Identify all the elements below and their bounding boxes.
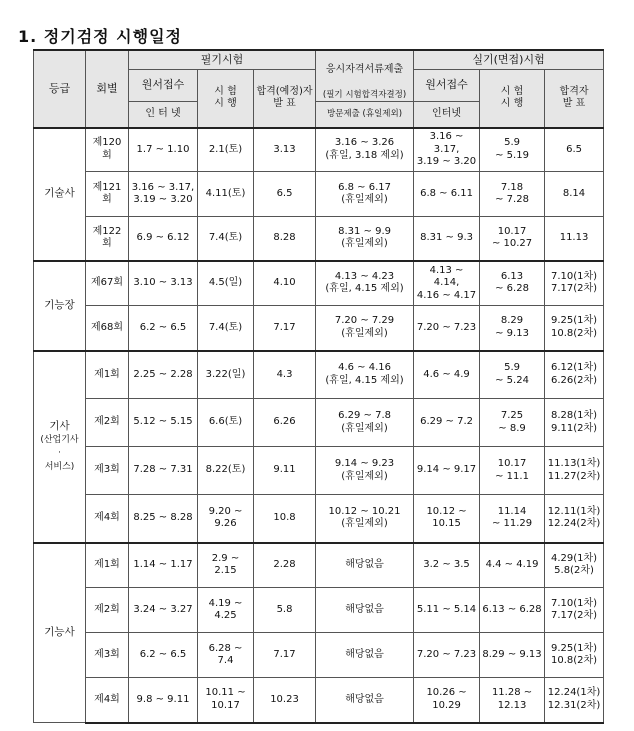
written-exam-cell: 3.22(일) — [198, 351, 254, 399]
practical-exam-cell: 8.29 ~ 9.13 — [480, 306, 545, 351]
practical-pass-cell: 11.13(1차) 11.27(2차) — [545, 447, 604, 495]
practical-pass-cell: 8.14 — [545, 172, 604, 217]
table-row — [34, 172, 604, 217]
table-row — [34, 678, 604, 723]
header-exam-practical: 시 험 시 행 — [480, 69, 545, 128]
docs-cell: 10.12 ~ 10.21 (휴일제외) — [316, 495, 414, 543]
practical-app-cell: 10.26 ~ 10.29 — [414, 678, 480, 723]
written-exam-cell: 4.19 ~ 4.25 — [198, 588, 254, 633]
practical-app-cell: 8.31 ~ 9.3 — [414, 217, 480, 261]
practical-exam-cell: 7.25 ~ 8.9 — [480, 399, 545, 447]
schedule-table — [33, 49, 604, 724]
round-cell: 제67회 — [86, 261, 129, 306]
written-pass-cell: 7.17 — [254, 306, 316, 351]
round-cell: 제4회 — [86, 495, 129, 543]
docs-cell: 4.6 ~ 4.16 (휴일, 4.15 제외) — [316, 351, 414, 399]
round-cell: 제120회 — [86, 128, 129, 172]
header-internet-practical: 인터넷 — [414, 102, 480, 128]
grade-label: 기능사 — [44, 626, 75, 639]
written-pass-cell: 6.26 — [254, 399, 316, 447]
table-row — [34, 351, 604, 399]
round-cell: 제3회 — [86, 633, 129, 678]
grade-cell — [34, 351, 86, 543]
written-pass-cell: 2.28 — [254, 543, 316, 588]
grade-cell — [34, 261, 86, 351]
table-row — [34, 588, 604, 633]
round-cell: 제2회 — [86, 399, 129, 447]
table-row — [34, 543, 604, 588]
docs-cell: 9.14 ~ 9.23 (휴일제외) — [316, 447, 414, 495]
written-app-cell: 1.14 ~ 1.17 — [129, 543, 198, 588]
practical-app-cell: 4.6 ~ 4.9 — [414, 351, 480, 399]
written-exam-cell: 7.4(토) — [198, 217, 254, 261]
written-pass-cell: 8.28 — [254, 217, 316, 261]
written-app-cell: 3.10 ~ 3.13 — [129, 261, 198, 306]
header-docs-title: 응시자격서류제출 — [325, 63, 404, 75]
round-cell: 제3회 — [86, 447, 129, 495]
grade-cell — [34, 543, 86, 723]
practical-pass-cell: 6.12(1차) 6.26(2차) — [545, 351, 604, 399]
written-pass-cell: 5.8 — [254, 588, 316, 633]
header-docs — [316, 50, 414, 102]
header-round: 회별 — [86, 50, 129, 128]
practical-app-cell: 7.20 ~ 7.23 — [414, 306, 480, 351]
written-pass-cell: 9.11 — [254, 447, 316, 495]
practical-app-cell: 6.29 ~ 7.2 — [414, 399, 480, 447]
written-exam-cell: 9.20 ~ 9.26 — [198, 495, 254, 543]
header-app-written: 원서접수 — [129, 69, 198, 102]
grade-label: 기사 — [49, 420, 70, 433]
round-cell: 제4회 — [86, 678, 129, 723]
written-pass-cell: 4.3 — [254, 351, 316, 399]
header-practical: 실기(면접)시험 — [414, 50, 604, 69]
written-app-cell: 3.24 ~ 3.27 — [129, 588, 198, 633]
docs-cell: 해당없음 — [316, 543, 414, 588]
practical-exam-cell: 10.17 ~ 11.1 — [480, 447, 545, 495]
written-app-cell: 9.8 ~ 9.11 — [129, 678, 198, 723]
written-app-cell: 6.9 ~ 6.12 — [129, 217, 198, 261]
written-app-cell: 2.25 ~ 2.28 — [129, 351, 198, 399]
practical-exam-cell: 7.18 ~ 7.28 — [480, 172, 545, 217]
written-exam-cell: 8.22(토) — [198, 447, 254, 495]
practical-app-cell: 4.13 ~ 4.14, 4.16 ~ 4.17 — [414, 261, 480, 306]
header-grade: 등급 — [34, 50, 86, 128]
round-cell: 제2회 — [86, 588, 129, 633]
written-app-cell: 7.28 ~ 7.31 — [129, 447, 198, 495]
docs-cell: 7.20 ~ 7.29 (휴일제외) — [316, 306, 414, 351]
round-cell: 제68회 — [86, 306, 129, 351]
header-pass-written: 합격(예정)자 발 표 — [254, 69, 316, 128]
written-pass-cell: 3.13 — [254, 128, 316, 172]
docs-cell: 3.16 ~ 3.26 (휴일, 3.18 제외) — [316, 128, 414, 172]
written-exam-cell: 2.1(토) — [198, 128, 254, 172]
written-pass-cell: 7.17 — [254, 633, 316, 678]
written-exam-cell: 10.11 ~ 10.17 — [198, 678, 254, 723]
written-app-cell: 1.7 ~ 1.10 — [129, 128, 198, 172]
written-pass-cell: 10.8 — [254, 495, 316, 543]
header-app-practical: 원서접수 — [414, 69, 480, 102]
header-exam: 시 험 시 행 — [198, 69, 254, 128]
practical-exam-cell: 4.4 ~ 4.19 — [480, 543, 545, 588]
practical-app-cell: 9.14 ~ 9.17 — [414, 447, 480, 495]
docs-cell: 4.13 ~ 4.23 (휴일, 4.15 제외) — [316, 261, 414, 306]
written-exam-cell: 4.11(토) — [198, 172, 254, 217]
practical-pass-cell: 9.25(1차) 10.8(2차) — [545, 306, 604, 351]
practical-exam-cell: 6.13 ~ 6.28 — [480, 588, 545, 633]
header-docs-visit: 방문제출 (휴일제외) — [316, 102, 414, 128]
round-cell: 제122회 — [86, 217, 129, 261]
written-exam-cell: 6.28 ~ 7.4 — [198, 633, 254, 678]
practical-app-cell: 10.12 ~ 10.15 — [414, 495, 480, 543]
header-written: 필기시험 — [129, 50, 316, 69]
round-cell: 제1회 — [86, 351, 129, 399]
schedule-body — [34, 128, 604, 723]
practical-pass-cell: 4.29(1차) 5.8(2차) — [545, 543, 604, 588]
table-row — [34, 261, 604, 306]
practical-pass-cell: 7.10(1차) 7.17(2차) — [545, 588, 604, 633]
schedule-table-wrap — [33, 49, 603, 724]
grade-sublabel: (산업기사 · 서비스) — [40, 435, 79, 472]
practical-pass-cell: 11.13 — [545, 217, 604, 261]
practical-pass-cell: 7.10(1차) 7.17(2차) — [545, 261, 604, 306]
written-app-cell: 3.16 ~ 3.17, 3.19 ~ 3.20 — [129, 172, 198, 217]
docs-cell: 해당없음 — [316, 678, 414, 723]
header-pass-practical: 합격자 발 표 — [545, 69, 604, 128]
table-row — [34, 399, 604, 447]
table-row — [34, 128, 604, 172]
practical-exam-cell: 11.14 ~ 11.29 — [480, 495, 545, 543]
table-row — [34, 633, 604, 678]
table-row — [34, 306, 604, 351]
practical-exam-cell: 10.17 ~ 10.27 — [480, 217, 545, 261]
practical-exam-cell: 8.29 ~ 9.13 — [480, 633, 545, 678]
practical-pass-cell: 12.24(1차) 12.31(2차) — [545, 678, 604, 723]
table-row — [34, 495, 604, 543]
practical-exam-cell: 5.9 ~ 5.24 — [480, 351, 545, 399]
written-pass-cell: 6.5 — [254, 172, 316, 217]
practical-app-cell: 5.11 ~ 5.14 — [414, 588, 480, 633]
written-exam-cell: 6.6(토) — [198, 399, 254, 447]
practical-app-cell: 3.2 ~ 3.5 — [414, 543, 480, 588]
docs-cell: 8.31 ~ 9.9 (휴일제외) — [316, 217, 414, 261]
written-pass-cell: 10.23 — [254, 678, 316, 723]
practical-exam-cell: 6.13 ~ 6.28 — [480, 261, 545, 306]
docs-cell: 해당없음 — [316, 588, 414, 633]
table-row — [34, 217, 604, 261]
practical-pass-cell: 8.28(1차) 9.11(2차) — [545, 399, 604, 447]
round-cell: 제1회 — [86, 543, 129, 588]
written-app-cell: 6.2 ~ 6.5 — [129, 306, 198, 351]
round-cell: 제121회 — [86, 172, 129, 217]
grade-label: 기술사 — [44, 187, 75, 200]
practical-exam-cell: 11.28 ~ 12.13 — [480, 678, 545, 723]
written-app-cell: 6.2 ~ 6.5 — [129, 633, 198, 678]
written-app-cell: 8.25 ~ 8.28 — [129, 495, 198, 543]
grade-cell — [34, 128, 86, 261]
page-title: 1. 정기검정 시행일정 — [18, 27, 182, 46]
practical-app-cell: 3.16 ~ 3.17, 3.19 ~ 3.20 — [414, 128, 480, 172]
practical-pass-cell: 6.5 — [545, 128, 604, 172]
grade-label: 기능장 — [44, 298, 75, 311]
header-internet: 인 터 넷 — [129, 102, 198, 128]
docs-cell: 6.8 ~ 6.17 (휴일제외) — [316, 172, 414, 217]
written-exam-cell: 7.4(토) — [198, 306, 254, 351]
practical-pass-cell: 9.25(1차) 10.8(2차) — [545, 633, 604, 678]
written-app-cell: 5.12 ~ 5.15 — [129, 399, 198, 447]
practical-app-cell: 6.8 ~ 6.11 — [414, 172, 480, 217]
practical-app-cell: 7.20 ~ 7.23 — [414, 633, 480, 678]
practical-exam-cell: 5.9 ~ 5.19 — [480, 128, 545, 172]
written-pass-cell: 4.10 — [254, 261, 316, 306]
docs-cell: 6.29 ~ 7.8 (휴일제외) — [316, 399, 414, 447]
written-exam-cell: 4.5(일) — [198, 261, 254, 306]
practical-pass-cell: 12.11(1차) 12.24(2차) — [545, 495, 604, 543]
docs-cell: 해당없음 — [316, 633, 414, 678]
written-exam-cell: 2.9 ~ 2.15 — [198, 543, 254, 588]
header-docs-sub: (필기 시험합격자결정) — [322, 89, 407, 100]
table-row — [34, 447, 604, 495]
